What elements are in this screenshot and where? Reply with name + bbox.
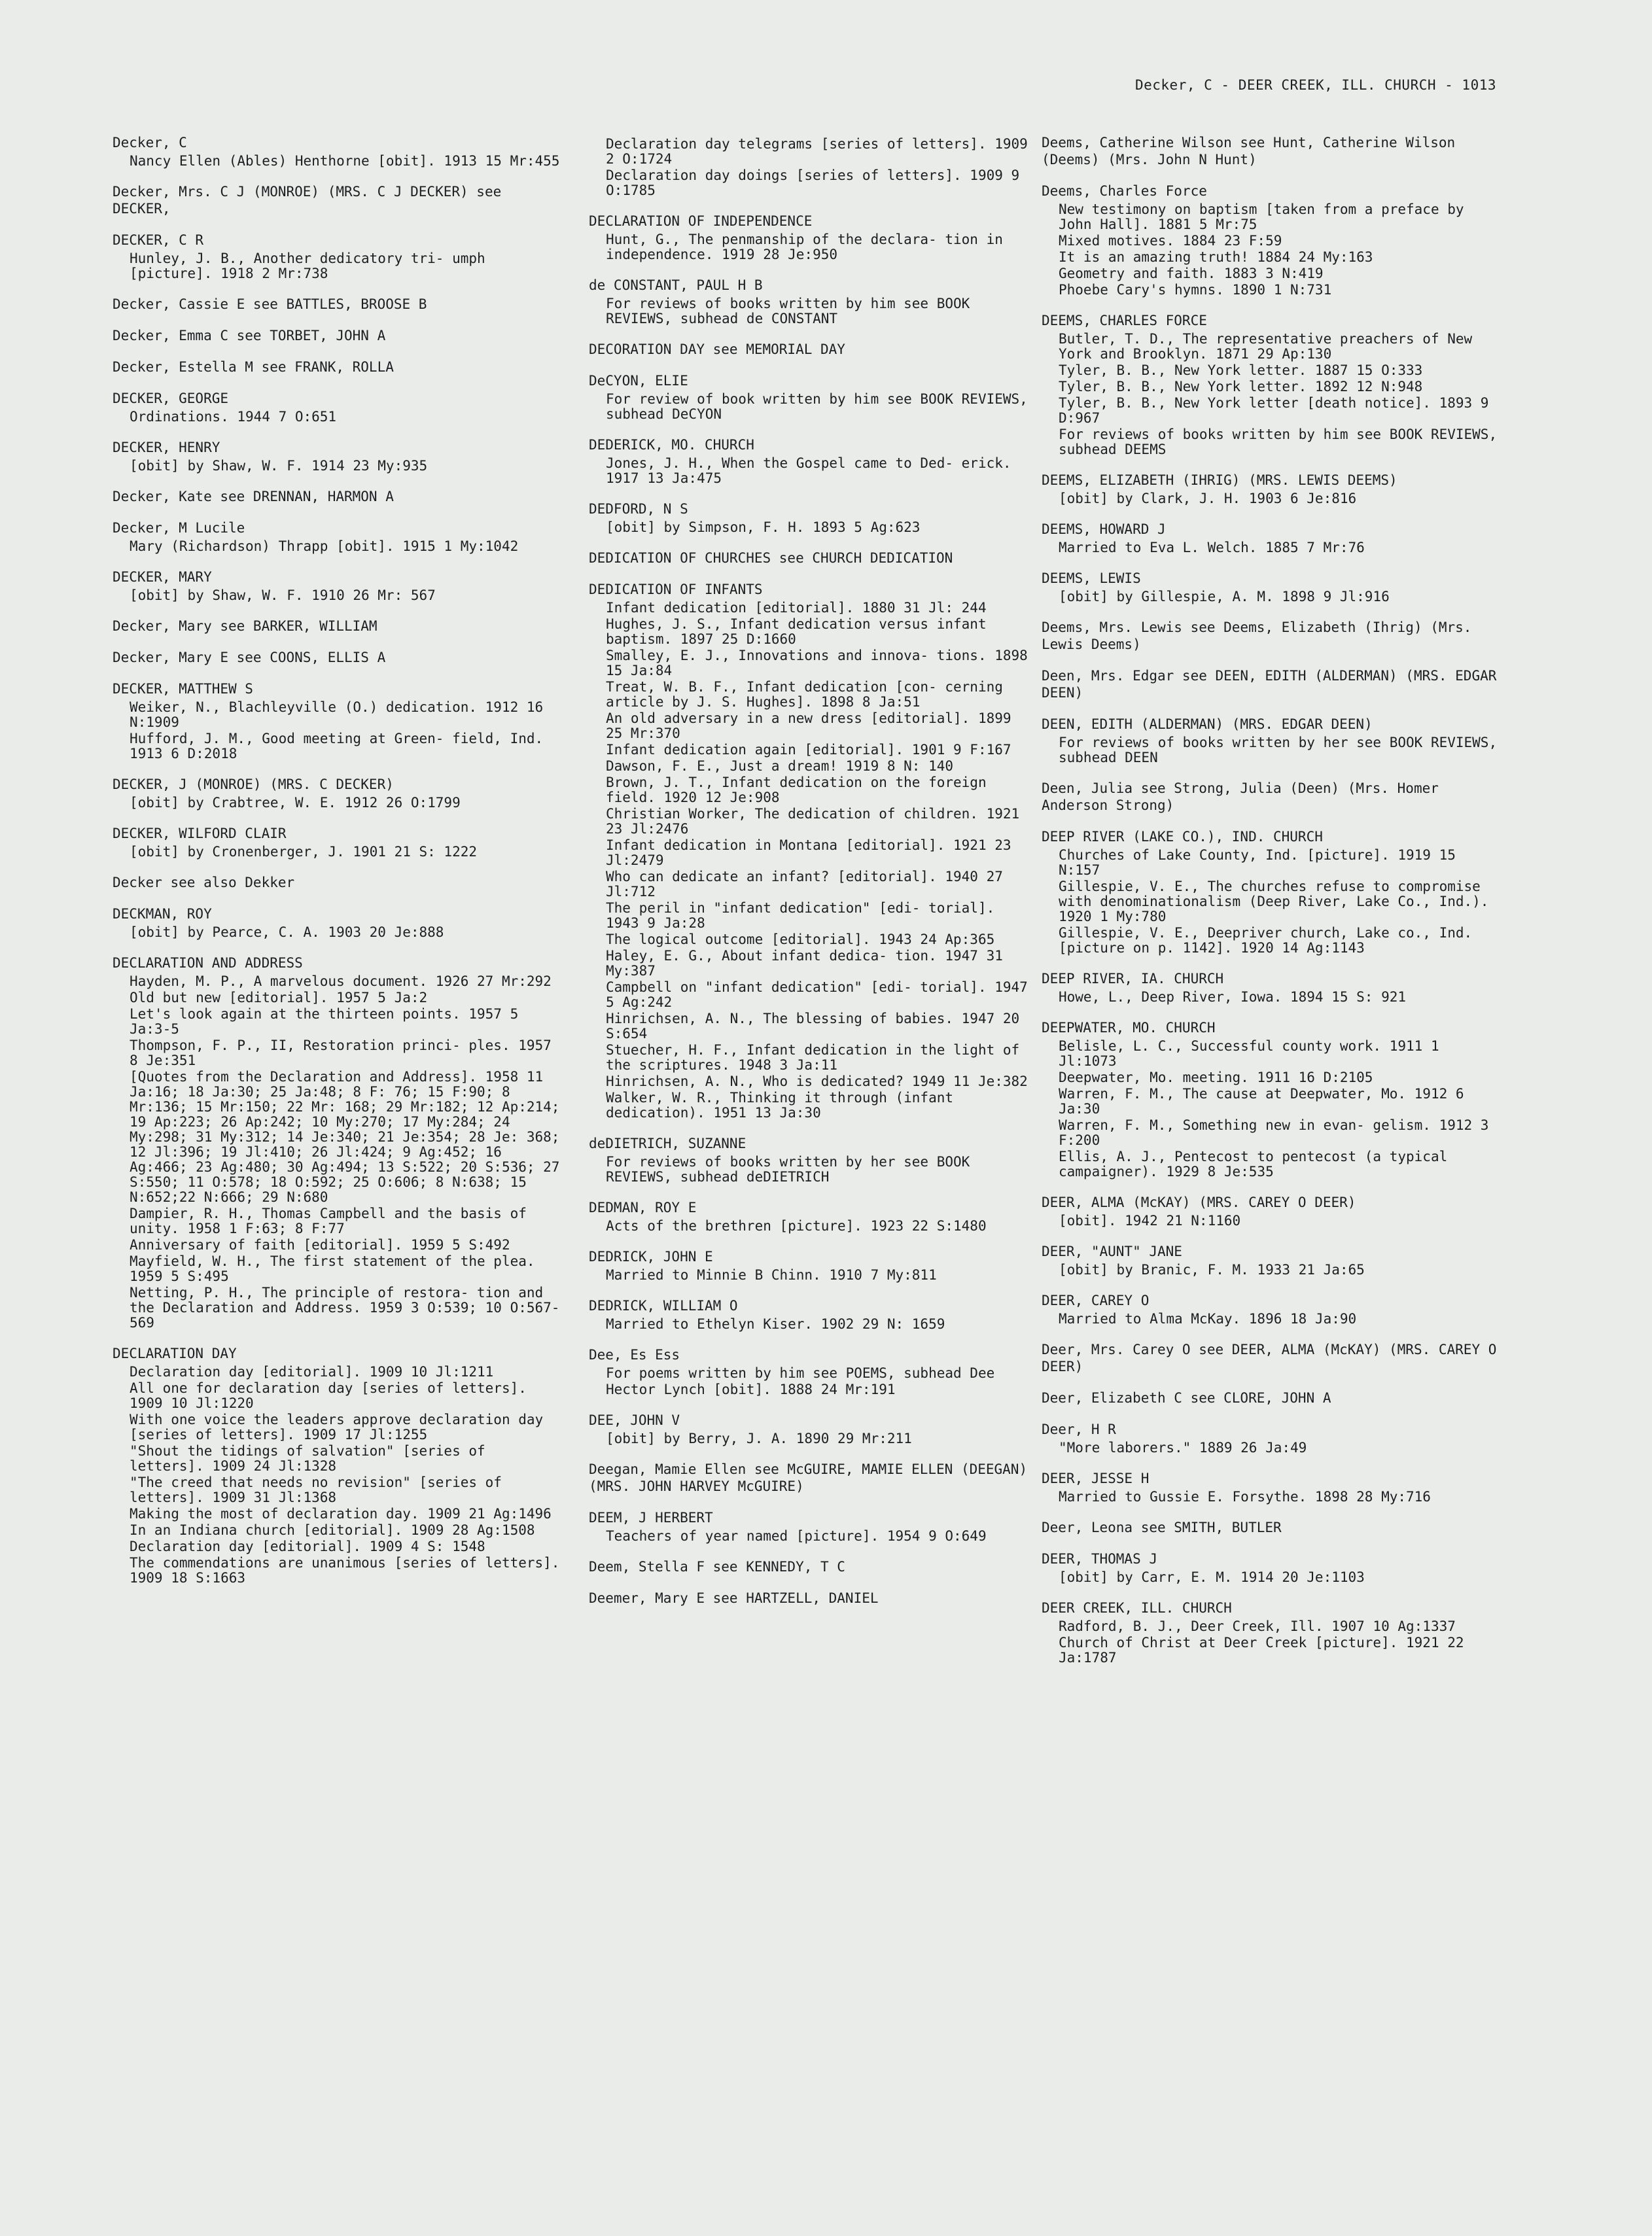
entry-heading: DECLARATION OF INDEPENDENCE: [589, 213, 813, 229]
index-entry: [589, 213, 1034, 262]
citation: For review of book written by him see BOOK REVIEWS, subhead DeCYON: [606, 391, 1028, 422]
citation: Ordinations. 1944 7 O:651: [130, 409, 337, 425]
citation: Ellis, A. J., Pentecost to pentecost (a typical campaigner). 1929 8 Je:535: [1059, 1149, 1448, 1179]
entry-heading: DEEMS, ELIZABETH (IHRIG) (MRS. LEWIS DEEMS): [1042, 472, 1397, 488]
index-entry: [113, 390, 564, 425]
index-entry: [1042, 1243, 1500, 1278]
citation: [obit] by Berry, J. A. 1890 29 Mr:211: [606, 1431, 912, 1446]
citation: [obit] by Cronenberger, J. 1901 21 S: 1222: [130, 844, 478, 860]
index-entry: [1042, 828, 1500, 956]
entry-heading: Deegan, Mamie Ellen see McGUIRE, MAMIE ELLEN (DEEGAN) (MRS. JOHN HARVEY McGUIRE): [589, 1461, 1028, 1494]
citation: Warren, F. M., Something new in evan- gelism. 1912 3 F:200: [1059, 1117, 1489, 1148]
index-entry: [589, 1590, 1034, 1607]
index-entry: [1042, 472, 1500, 506]
index-entry: [113, 488, 564, 505]
citation: Acts of the brethren [picture]. 1923 22 S:1480: [606, 1218, 987, 1234]
citation: Deepwater, Mo. meeting. 1911 16 D:2105: [1059, 1070, 1373, 1085]
entry-heading: DEEM, J HERBERT: [589, 1510, 713, 1526]
entry-heading: Decker see also Dekker: [113, 875, 295, 890]
citation: Hunley, J. B., Another dedicatory tri- umph [picture]. 1918 2 Mr:738: [130, 251, 485, 281]
citation: Married to Ethelyn Kiser. 1902 29 N: 1659: [606, 1316, 945, 1332]
index-entry: [1042, 780, 1500, 814]
entry-heading: Decker, Mary see BARKER, WILLIAM: [113, 618, 378, 634]
index-entry: [1042, 183, 1500, 298]
citation: Mayfield, W. H., The first statement of the plea. 1959 5 S:495: [130, 1253, 535, 1284]
index-entry: [1042, 1019, 1500, 1179]
citation: Geometry and faith. 1883 3 N:419: [1059, 266, 1324, 281]
index-entry: [113, 680, 564, 761]
index-entry: [1042, 1421, 1500, 1456]
citation: Phoebe Cary's hymns. 1890 1 N:731: [1059, 282, 1332, 298]
index-entry: [113, 618, 564, 635]
citation: Making the most of declaration day. 1909 21 Ag:1496: [130, 1506, 552, 1522]
entry-heading: DECKER, J (MONROE) (MRS. C DECKER): [113, 777, 394, 792]
entry-heading: DEDERICK, MO. CHURCH: [589, 437, 754, 453]
index-entry: [1042, 1389, 1500, 1406]
column-1: [113, 134, 564, 1600]
entry-heading: DECKER, GEORGE: [113, 391, 229, 406]
citation: Mary (Richardson) Thrapp [obit]. 1915 1 My:1042: [130, 538, 519, 554]
citation: Infant dedication in Montana [editorial]. 1921 23 Jl:2479: [606, 837, 1011, 868]
index-entry: [113, 954, 564, 1331]
entry-heading: Deen, Mrs. Edgar see DEEN, EDITH (ALDERMAN) (MRS. EDGAR DEEN): [1042, 668, 1497, 701]
entry-heading: DECKER, WILFORD CLAIR: [113, 826, 287, 841]
citation: Mixed motives. 1884 23 F:59: [1059, 233, 1282, 249]
index-entry: [589, 1412, 1034, 1446]
index-entry: [1042, 1599, 1500, 1666]
entry-heading: DEEN, EDITH (ALDERMAN) (MRS. EDGAR DEEN): [1042, 716, 1373, 732]
citation: [obit] by Simpson, F. H. 1893 5 Ag:623: [606, 519, 921, 535]
entry-heading: Dee, Es Ess: [589, 1347, 680, 1363]
index-entry: [589, 1135, 1034, 1185]
citation: Radford, B. J., Deer Creek, Ill. 1907 10 Ag:1337: [1059, 1618, 1456, 1634]
citation: Hufford, J. M., Good meeting at Green- field, Ind. 1913 6 D:2018: [130, 731, 544, 761]
entry-heading: Deemer, Mary E see HARTZELL, DANIEL: [589, 1590, 879, 1606]
index-entry: [113, 568, 564, 603]
citation: Hunt, G., The penmanship of the declara- tion in independence. 1919 28 Je:950: [606, 232, 1003, 262]
index-entry: [1042, 716, 1500, 765]
entry-heading: DEER, THOMAS J: [1042, 1551, 1158, 1567]
index-entry: [113, 825, 564, 860]
citation: Declaration day doings [series of letters]. 1909 9 O:1785: [606, 167, 1020, 198]
citation: An old adversary in a new dress [editorial]. 1899 25 Mr:370: [606, 710, 1011, 741]
entry-heading: Deer, Elizabeth C see CLORE, JOHN A: [1042, 1390, 1331, 1406]
index-entry: [589, 1248, 1034, 1283]
citation: Campbell on "infant dedication" [edi- torial]. 1947 5 Ag:242: [606, 979, 1028, 1010]
entry-heading: Decker, Mrs. C J (MONROE) (MRS. C J DECKER) see DECKER,: [113, 184, 502, 217]
citation: Declaration day [editorial]. 1909 10 Jl:1211: [130, 1364, 494, 1380]
citation: The logical outcome [editorial]. 1943 24 Ap:365: [606, 932, 995, 947]
entry-heading: DEER CREEK, ILL. CHURCH: [1042, 1600, 1232, 1616]
index-entry: [1042, 1550, 1500, 1585]
citation: The commendations are unanimous [series of letters]. 1909 18 S:1663: [130, 1555, 560, 1586]
entry-heading: Decker, Cassie E see BATTLES, BROOSE B: [113, 296, 427, 312]
index-entry: [589, 341, 1034, 358]
citation: Married to Eva L. Welch. 1885 7 Mr:76: [1059, 540, 1365, 555]
citation: Hughes, J. S., Infant dedication versus infant baptism. 1897 25 D:1660: [606, 616, 987, 647]
index-entry: [589, 277, 1034, 326]
entry-heading: Deems, Catherine Wilson see Hunt, Catherine Wilson (Deems) (Mrs. John N Hunt): [1042, 135, 1456, 167]
column-3: [1042, 134, 1500, 1680]
index-entry: [1042, 134, 1500, 168]
citation: Churches of Lake County, Ind. [picture]. 1919 15 N:157: [1059, 847, 1456, 878]
citation: The peril in "infant dedication" [edi- torial]. 1943 9 Ja:28: [606, 900, 995, 931]
citation: "More laborers." 1889 26 Ja:49: [1059, 1440, 1307, 1456]
citation: [obit] by Carr, E. M. 1914 20 Je:1103: [1059, 1569, 1365, 1585]
entry-heading: DEEPWATER, MO. CHURCH: [1042, 1020, 1216, 1036]
index-entry: [589, 1199, 1034, 1234]
entry-heading: DEDFORD, N S: [589, 501, 688, 517]
citation: Smalley, E. J., Innovations and innova- tions. 1898 15 Ja:84: [606, 648, 1028, 678]
index-entry: [113, 134, 564, 169]
citation: [Quotes from the Declaration and Address]. 1958 11 Ja:16; 18 Ja:30; 25 Ja:48; 8 F: 76; 15 F:90; 8 Mr:136; 15 Mr:150; 22 Mr: 168; 29 Mr:182; 12 Ap:214; 19 Ap:223; 26 Ap:242; 10 My:270; 17 My:284; 24 My:298; 31 My:312; 14 Je:340; 21 Je:354; 28 Je: 368; 12 Jl:396; 19 Jl:410; 26 Jl:424; 9 Ag:452; 16 Ag:466; 23 Ag:480; 30 Ag:494; 13 S:522; 20 S:536; 27 S:550; 11 O:578; 18 O:592; 25 O:606; 8 N:638; 15 N:652;22 N:666; 29 N:680: [130, 1069, 560, 1205]
citation: Belisle, L. C., Successful county work. 1911 1 Jl:1073: [1059, 1038, 1439, 1069]
citation: New testimony on baptism [taken from a preface by John Hall]. 1881 5 Mr:75: [1059, 201, 1464, 232]
index-entry: [589, 1509, 1034, 1544]
entry-heading: DEEP RIVER, IA. CHURCH: [1042, 971, 1224, 987]
citation: Warren, F. M., The cause at Deepwater, Mo. 1912 6 Ja:30: [1059, 1086, 1464, 1117]
index-entry: [589, 372, 1034, 422]
entry-heading: DEDRICK, WILLIAM O: [589, 1298, 738, 1314]
entry-heading: Decker, Estella M see FRANK, ROLLA: [113, 359, 394, 375]
citation: With one voice the leaders approve declaration day [series of letters]. 1909 17 Jl:1255: [130, 1412, 544, 1442]
index-entry: [1042, 970, 1500, 1005]
entry-heading: de CONSTANT, PAUL H B: [589, 277, 763, 293]
citation: Declaration day telegrams [series of letters]. 1909 2 O:1724: [606, 136, 1028, 167]
citation: Stuecher, H. F., Infant dedication in the light of the scriptures. 1948 3 Ja:11: [606, 1042, 1020, 1073]
entry-heading: DEDMAN, ROY E: [589, 1200, 697, 1215]
entry-heading: DeCYON, ELIE: [589, 373, 688, 389]
citation: "The creed that needs no revision" [series of letters]. 1909 31 Jl:1368: [130, 1475, 502, 1505]
entry-heading: Deer, Leona see SMITH, BUTLER: [1042, 1520, 1282, 1535]
entry-heading: Deen, Julia see Strong, Julia (Deen) (Mrs. Homer Anderson Strong): [1042, 780, 1439, 813]
citation: [obit] by Shaw, W. F. 1914 23 My:935: [130, 458, 428, 474]
index-entry: [113, 519, 564, 554]
entry-heading: DEDICATION OF INFANTS: [589, 582, 763, 597]
citation: Married to Minnie B Chinn. 1910 7 My:811: [606, 1267, 937, 1283]
citation: Teachers of year named [picture]. 1954 9 O:649: [606, 1528, 987, 1544]
citation: Hinrichsen, A. N., Who is dedicated? 1949 11 Je:382: [606, 1074, 1028, 1089]
index-entry: [113, 776, 564, 811]
citation: Infant dedication [editorial]. 1880 31 Jl: 244: [606, 600, 987, 616]
citation: For reviews of books written by him see BOOK REVIEWS, subhead de CONSTANT: [606, 296, 970, 326]
citation: [obit] by Shaw, W. F. 1910 26 Mr: 567: [130, 587, 436, 603]
entry-heading: DEER, CAREY O: [1042, 1293, 1150, 1308]
citation: Married to Alma McKay. 1896 18 Ja:90: [1059, 1311, 1357, 1327]
citation: Hayden, M. P., A marvelous document. 1926 27 Mr:292: [130, 973, 552, 989]
entry-heading: Decker, Kate see DRENNAN, HARMON A: [113, 489, 394, 504]
entry-heading: DEDICATION OF CHURCHES see CHURCH DEDICATION: [589, 550, 953, 566]
entry-heading: DEDRICK, JOHN E: [589, 1249, 713, 1265]
index-entry: [113, 649, 564, 666]
index-entry: [1042, 1194, 1500, 1229]
citation: Dawson, F. E., Just a dream! 1919 8 N: 140: [606, 758, 954, 774]
entry-heading: DECKER, HENRY: [113, 440, 220, 455]
citation: In an Indiana church [editorial]. 1909 28 Ag:1508: [130, 1522, 535, 1538]
index-entry: [113, 296, 564, 313]
running-head: Decker, C - DEER CREEK, ILL. CHURCH - 1013: [1134, 77, 1496, 93]
index-entry: [589, 550, 1034, 567]
citation: Gillespie, V. E., The churches refuse to compromise with denominationalism (Deep River, Lake Co., Ind.). 1920 1 My:780: [1059, 879, 1489, 924]
citation: Netting, P. H., The principle of restora- tion and the Declaration and Address. 1959 3 O:539; 10 O:567-569: [130, 1285, 560, 1331]
index-entry: [1042, 521, 1500, 555]
citation: Dampier, R. H., Thomas Campbell and the basis of unity. 1958 1 F:63; 8 F:77: [130, 1206, 527, 1236]
index-entry: [1042, 1292, 1500, 1327]
citation: For reviews of books written by him see BOOK REVIEWS, subhead DEEMS: [1059, 427, 1498, 457]
entry-heading: DEEMS, CHARLES FORCE: [1042, 313, 1207, 328]
citation: Howe, L., Deep River, Iowa. 1894 15 S: 921: [1059, 989, 1407, 1005]
index-entry: [589, 500, 1034, 535]
index-entry: [113, 1345, 564, 1586]
citation: For reviews of books written by her see BOOK REVIEWS, subhead DEEN: [1059, 735, 1498, 765]
index-entry: [1042, 570, 1500, 604]
entry-heading: Deem, Stella F see KENNEDY, T C: [589, 1559, 845, 1575]
citation: Let's look again at the thirteen points. 1957 5 Ja:3-5: [130, 1006, 519, 1037]
index-entry: [1042, 667, 1500, 701]
entry-heading: DEEP RIVER (LAKE CO.), IND. CHURCH: [1042, 829, 1323, 845]
index-entry: [113, 232, 564, 281]
citation: Nancy Ellen (Ables) Henthorne [obit]. 1913 15 Mr:455: [130, 153, 560, 169]
citation: Tyler, B. B., New York letter. 1887 15 O:333: [1059, 362, 1423, 378]
citation: For poems written by him see POEMS, subhead Dee: [606, 1365, 995, 1381]
entry-heading: DEER, ALMA (McKAY) (MRS. CAREY O DEER): [1042, 1195, 1356, 1210]
citation: Thompson, F. P., II, Restoration princi- ples. 1957 8 Je:351: [130, 1038, 552, 1068]
index-entry: [1042, 312, 1500, 457]
index-entry: [589, 1346, 1034, 1397]
index-entry: [589, 137, 1034, 198]
citation: [obit] by Clark, J. H. 1903 6 Je:816: [1059, 491, 1357, 506]
index-entry: [589, 581, 1034, 1121]
entry-heading: DECKER, C R: [113, 232, 204, 248]
index-entry: [589, 1461, 1034, 1495]
citation: It is an amazing truth! 1884 24 My:163: [1059, 249, 1373, 265]
citation: Anniversary of faith [editorial]. 1959 5 S:492: [130, 1237, 510, 1253]
entry-heading: Decker, Mary E see COONS, ELLIS A: [113, 650, 386, 665]
entry-heading: DECORATION DAY see MEMORIAL DAY: [589, 341, 845, 357]
citation: Christian Worker, The dedication of children. 1921 23 Jl:2476: [606, 806, 1020, 837]
index-entry: [1042, 1519, 1500, 1536]
citation: Jones, J. H., When the Gospel came to Ded- erick. 1917 13 Ja:475: [606, 455, 1011, 486]
entry-heading: Deer, H R: [1042, 1422, 1116, 1437]
citation: Married to Gussie E. Forsythe. 1898 28 My:716: [1059, 1489, 1431, 1505]
citation: [obit] by Pearce, C. A. 1903 20 Je:888: [130, 924, 444, 940]
citation: Gillespie, V. E., Deepriver church, Lake co., Ind. [picture on p. 1142]. 1920 14 Ag:1143: [1059, 925, 1473, 956]
entry-heading: DEE, JOHN V: [589, 1412, 680, 1428]
entry-heading: DECKER, MATTHEW S: [113, 681, 253, 697]
citation: Weiker, N., Blachleyville (O.) dedication. 1912 16 N:1909: [130, 699, 544, 730]
index-entry: [589, 436, 1034, 486]
index-entry: [113, 327, 564, 344]
index-entry: [589, 1558, 1034, 1575]
entry-heading: Decker, M Lucile: [113, 520, 245, 536]
entry-heading: DECLARATION DAY: [113, 1346, 237, 1361]
citation: [obit] by Gillespie, A. M. 1898 9 Jl:916: [1059, 589, 1390, 604]
entry-heading: Deer, Mrs. Carey O see DEER, ALMA (McKAY) (MRS. CAREY O DEER): [1042, 1342, 1497, 1374]
citation: For reviews of books written by her see BOOK REVIEWS, subhead deDIETRICH: [606, 1154, 970, 1185]
citation: Infant dedication again [editorial]. 1901 9 F:167: [606, 742, 1011, 758]
entry-heading: Decker, C: [113, 135, 187, 150]
citation: [obit]. 1942 21 N:1160: [1059, 1213, 1241, 1229]
entry-heading: DEEMS, HOWARD J: [1042, 521, 1166, 537]
citation: Tyler, B. B., New York letter. 1892 12 N:948: [1059, 379, 1423, 394]
citation: Church of Christ at Deer Creek [picture]. 1921 22 Ja:1787: [1059, 1635, 1464, 1666]
index-entry: [113, 358, 564, 376]
index-entry: [1042, 1470, 1500, 1505]
citation: Old but new [editorial]. 1957 5 Ja:2: [130, 990, 428, 1005]
citation: Declaration day [editorial]. 1909 4 S: 1548: [130, 1539, 485, 1554]
citation: [obit] by Crabtree, W. E. 1912 26 O:1799: [130, 795, 461, 811]
entry-heading: DECKMAN, ROY: [113, 906, 212, 922]
column-2: [589, 134, 1034, 1621]
citation: [obit] by Branic, F. M. 1933 21 Ja:65: [1059, 1262, 1365, 1278]
citation: Tyler, B. B., New York letter [death notice]. 1893 9 D:967: [1059, 395, 1489, 426]
entry-heading: Decker, Emma C see TORBET, JOHN A: [113, 328, 386, 343]
entry-heading: Deems, Charles Force: [1042, 183, 1207, 199]
index-entry: [113, 183, 564, 217]
index-entry: [1042, 619, 1500, 653]
entry-heading: DEER, JESSE H: [1042, 1471, 1150, 1486]
citation: Haley, E. G., About infant dedica- tion. 1947 31 My:387: [606, 948, 1003, 979]
index-entry: [113, 439, 564, 474]
citation: Treat, W. B. F., Infant dedication [con- cerning article by J. S. Hughes]. 1898 8 Ja:51: [606, 679, 1003, 710]
entry-heading: DEER, "AUNT" JANE: [1042, 1244, 1182, 1259]
entry-heading: DECLARATION AND ADDRESS: [113, 955, 303, 971]
citation: Hector Lynch [obit]. 1888 24 Mr:191: [606, 1382, 896, 1397]
index-entry: [589, 1297, 1034, 1332]
citation: Who can dedicate an infant? [editorial]. 1940 27 Jl:712: [606, 869, 1003, 900]
citation: Hinrichsen, A. N., The blessing of babies. 1947 20 S:654: [606, 1011, 1020, 1041]
citation: All one for declaration day [series of letters]. 1909 10 Jl:1220: [130, 1380, 527, 1411]
index-entry: [113, 874, 564, 891]
entry-heading: Deems, Mrs. Lewis see Deems, Elizabeth (Ihrig) (Mrs. Lewis Deems): [1042, 620, 1472, 652]
index-entry: [113, 905, 564, 940]
citation: Butler, T. D., The representative preachers of New York and Brooklyn. 1871 29 Ap:130: [1059, 331, 1473, 362]
entry-heading: DECKER, MARY: [113, 569, 212, 585]
entry-heading: DEEMS, LEWIS: [1042, 570, 1141, 586]
citation: Walker, W. R., Thinking it through (infant dedication). 1951 13 Ja:30: [606, 1090, 954, 1121]
citation: Brown, J. T., Infant dedication on the foreign field. 1920 12 Je:908: [606, 775, 987, 805]
index-entry: [1042, 1341, 1500, 1375]
entry-heading: deDIETRICH, SUZANNE: [589, 1136, 747, 1151]
citation: "Shout the tidings of salvation" [series of letters]. 1909 24 Jl:1328: [130, 1443, 485, 1474]
